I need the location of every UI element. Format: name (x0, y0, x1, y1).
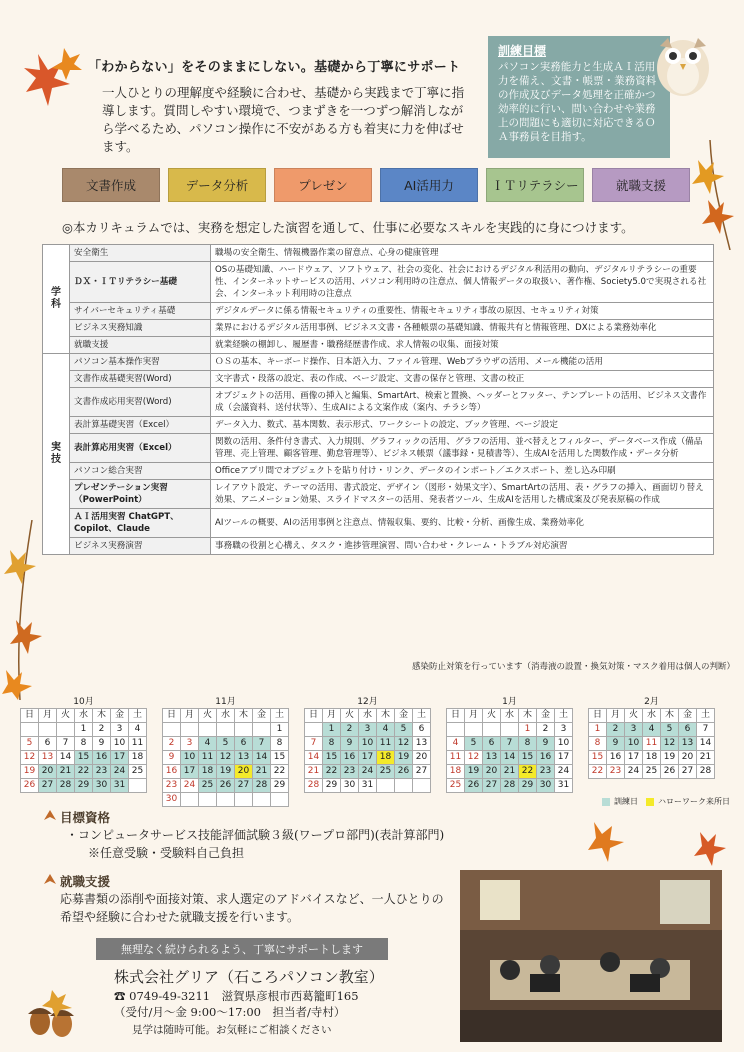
curriculum-group-label: 実技 (43, 354, 70, 555)
weekday-header: 土 (555, 709, 573, 723)
calendar-day: 23 (93, 765, 111, 779)
calendar-day: 21 (253, 765, 271, 779)
training-goal-text: パソコン実務能力と生成ＡＩ活用力を備え、文書・帳票・業務資料の作成及びデータ処理を正確かつ効率的に行い、問い合わせや業務上の問題にも適切に対応できるＯＡ事務員を目指す。 (498, 61, 657, 143)
calendar-day: 1 (519, 723, 537, 737)
calendar-day: 8 (75, 737, 93, 751)
month-calendar (446, 696, 573, 793)
calendar-day: 12 (217, 751, 235, 765)
calendar-day: 18 (377, 751, 395, 765)
calendar-day: 8 (271, 737, 289, 751)
curriculum-row (43, 388, 714, 417)
calendar-day: 8 (323, 737, 341, 751)
calendar-day: 19 (21, 765, 39, 779)
training-goal-box (488, 36, 670, 158)
calendar-day: 23 (341, 765, 359, 779)
weekday-header: 火 (57, 709, 75, 723)
calendar-day: 4 (129, 723, 147, 737)
calendar-day: 24 (555, 765, 573, 779)
calendar-day: 22 (75, 765, 93, 779)
month-label: 12月 (357, 697, 378, 707)
calendar-day: 13 (39, 751, 57, 765)
calendar-day: 25 (447, 779, 465, 793)
calendar-day: 23 (163, 779, 181, 793)
calendar-day: 30 (93, 779, 111, 793)
calendar-day (129, 779, 147, 793)
calendar-day: 30 (537, 779, 555, 793)
curriculum-row (43, 245, 714, 262)
calendar-day (57, 723, 75, 737)
calendar-day: 15 (519, 751, 537, 765)
curriculum-subject: ビジネス実務知識 (70, 320, 211, 337)
calendar-day: 11 (447, 751, 465, 765)
calendar-day: 27 (483, 779, 501, 793)
calendar-day: 13 (413, 737, 431, 751)
weekday-header: 木 (661, 709, 679, 723)
month-calendar (20, 696, 147, 793)
calendar-day: 14 (305, 751, 323, 765)
calendar-day: 16 (163, 765, 181, 779)
calendar-day: 19 (465, 765, 483, 779)
calendar-day (217, 723, 235, 737)
calendar-day: 15 (589, 751, 607, 765)
weekday-header: 水 (643, 709, 661, 723)
qualification-line-1: ・コンピュータサービス技能評価試験３級(ワープロ部門)(表計算部門) (66, 828, 445, 842)
curriculum-subject: 安全衛生 (70, 245, 211, 262)
calendar-day: 16 (93, 751, 111, 765)
calendar-day: 9 (607, 737, 625, 751)
curriculum-subject: 表計算応用実習（Excel） (70, 434, 211, 463)
curriculum-content: AIツールの概要、AIの活用事例と注意点、情報収集、要約、比較・分析、画像生成、業務効率化 (211, 509, 714, 538)
curriculum-row (43, 480, 714, 509)
curriculum-subject: サイバーセキュリティ基礎 (70, 303, 211, 320)
calendar-day (395, 779, 413, 793)
calendar-day: 6 (39, 737, 57, 751)
job-support-body: 応募書類の添削や面接対策、求人選定のアドバイスなど、一人ひとりの希望や経験に合わせた就職支援を行います。 (60, 892, 444, 924)
weekday-header: 木 (235, 709, 253, 723)
calendar-day (483, 723, 501, 737)
calendar-day: 25 (377, 765, 395, 779)
curriculum-content: レイアウト設定、テーマの活用、書式設定、デザイン（図形・効果文字）、SmartArtの活用、表・グラフの挿入、画面切り替え効果、アニメーション効果、スライドマスターの活用、発表者ツール、生成AIを活用した構成案及び発表原稿の作成 (211, 480, 714, 509)
calendar-day: 4 (643, 723, 661, 737)
calendar-day (501, 723, 519, 737)
calendar-day: 2 (607, 723, 625, 737)
weekday-header: 月 (39, 709, 57, 723)
curriculum-row (43, 509, 714, 538)
calendar-day: 20 (413, 751, 431, 765)
weekday-header: 日 (589, 709, 607, 723)
calendar-day: 5 (465, 737, 483, 751)
calendar-day: 12 (395, 737, 413, 751)
calendar-day: 1 (271, 723, 289, 737)
calendar-day: 21 (305, 765, 323, 779)
calendar-day: 7 (501, 737, 519, 751)
training-goal-heading: 訓練目標 (498, 44, 547, 58)
weekday-header: 土 (697, 709, 715, 723)
calendar-day (253, 723, 271, 737)
calendar-legend (602, 796, 730, 807)
calendar-day (235, 793, 253, 807)
calendar-day: 27 (413, 765, 431, 779)
weekday-header: 火 (341, 709, 359, 723)
calendar-day (199, 723, 217, 737)
calendar-day: 6 (483, 737, 501, 751)
calendar-day: 24 (111, 765, 129, 779)
weekday-header: 月 (607, 709, 625, 723)
acorns-icon (22, 986, 82, 1042)
calendar-day (447, 723, 465, 737)
curriculum-content: デジタルデータに係る情報セキュリティの重要性、情報セキュリティ事故の原因、セキュリティ対策 (211, 303, 714, 320)
calendar-day: 19 (217, 765, 235, 779)
calendar-day: 9 (341, 737, 359, 751)
calendar-day (39, 723, 57, 737)
company-phone-address: ☎ 0749-49-3211 滋賀県彦根市西葛籠町165 (114, 989, 359, 1003)
calendar-day: 30 (341, 779, 359, 793)
calendar-day: 31 (111, 779, 129, 793)
weekday-header: 金 (111, 709, 129, 723)
curriculum-group-label: 学科 (43, 245, 70, 354)
visit-info: 見学は随時可能。お気軽にご相談ください (132, 1024, 332, 1036)
calendar-day: 31 (359, 779, 377, 793)
weekday-header: 日 (163, 709, 181, 723)
curriculum-row (43, 303, 714, 320)
calendar-day: 17 (111, 751, 129, 765)
calendar-day: 18 (129, 751, 147, 765)
calendar-day: 6 (679, 723, 697, 737)
calendar-day: 6 (235, 737, 253, 751)
calendar-day: 5 (661, 723, 679, 737)
calendar-day: 11 (377, 737, 395, 751)
curriculum-content: 関数の活用、条件付き書式、入力規則、グラフィックの活用、グラフの活用、並べ替えとフィルター、データベース作成（備品管理、売上管理、顧客管理、勤怠管理等）、ビジネス帳票（議事録・見積書等）、生成AIを活用した関数作成・データ分析 (211, 434, 714, 463)
calendar-day: 3 (359, 723, 377, 737)
calendar-day: 18 (199, 765, 217, 779)
weekday-header: 金 (537, 709, 555, 723)
calendar-day: 15 (323, 751, 341, 765)
month-label: 10月 (73, 697, 94, 707)
calendar-day: 10 (555, 737, 573, 751)
calendar-day: 28 (305, 779, 323, 793)
skill-tile: データ分析 (168, 168, 266, 202)
curriculum-content: 文字書式・段落の設定、表の作成、ページ設定、文書の保存と管理、文書の校正 (211, 371, 714, 388)
calendar-day: 11 (643, 737, 661, 751)
calendar-day: 26 (465, 779, 483, 793)
calendar-day: 22 (271, 765, 289, 779)
calendar-day: 7 (305, 737, 323, 751)
calendar-day: 29 (519, 779, 537, 793)
calendar-day: 14 (57, 751, 75, 765)
support-banner: 無理なく続けられるよう、丁寧にサポートします (96, 938, 388, 960)
qualification-heading: 目標資格 (60, 810, 111, 825)
calendar-day: 28 (253, 779, 271, 793)
weekday-header: 金 (679, 709, 697, 723)
calendar-day: 28 (697, 765, 715, 779)
calendar-day: 9 (93, 737, 111, 751)
leaf-bullet-icon (42, 808, 58, 822)
calendar-day: 11 (129, 737, 147, 751)
calendar-day: 29 (75, 779, 93, 793)
calendar-day: 4 (447, 737, 465, 751)
curriculum-subject: プレゼンテーション実習（PowerPoint） (70, 480, 211, 509)
company-name: 株式会社グリア（石ころパソコン教室） (114, 968, 384, 986)
curriculum-subject: 文書作成基礎実習(Word) (70, 371, 211, 388)
calendar-day: 20 (679, 751, 697, 765)
month-calendar (304, 696, 431, 793)
calendar-day (235, 723, 253, 737)
curriculum-subject: 就職支援 (70, 337, 211, 354)
weekday-header: 月 (465, 709, 483, 723)
calendar-day: 12 (661, 737, 679, 751)
intro-body: 一人ひとりの理解度や経験に合わせ、基礎から実践まで丁寧に指導します。質問しやすい環境で、つまずきを一つずつ解消しながら学べるため、パソコン操作に不安がある方も着実に力を伸ばせます。 (102, 85, 465, 154)
job-support-heading: 就職支援 (60, 874, 111, 889)
calendar-day: 27 (235, 779, 253, 793)
weekday-header: 水 (359, 709, 377, 723)
calendar-day: 25 (129, 765, 147, 779)
calendar-day: 16 (341, 751, 359, 765)
calendar-day: 22 (323, 765, 341, 779)
curriculum-table (42, 244, 714, 555)
calendar-day: 2 (163, 737, 181, 751)
calendar-day: 26 (21, 779, 39, 793)
calendar-day: 30 (163, 793, 181, 807)
calendar-day (181, 723, 199, 737)
curriculum-row (43, 354, 714, 371)
calendar-day: 21 (697, 751, 715, 765)
calendar-day: 24 (359, 765, 377, 779)
curriculum-content: 業界におけるデジタル活用事例、ビジネス文書・各種帳票の基礎知識、情報共有と情報管理、DXによる業務効率化 (211, 320, 714, 337)
calendar-day: 13 (483, 751, 501, 765)
calendar-day: 1 (589, 723, 607, 737)
curriculum-content: OSの基礎知識、ハードウェア、ソフトウェア、社会の変化、社会におけるデジタル利活用の動向、デジタルリテラシーの重要性、インターネットサービスの活用、パソコン利用時の注意点、個人情報データの取扱い、著作権、Society5.0で実現される社会、インターネット利用時の注意点 (211, 262, 714, 303)
calendar-day: 20 (39, 765, 57, 779)
calendar-day: 9 (163, 751, 181, 765)
calendar-day: 17 (359, 751, 377, 765)
weekday-header: 水 (501, 709, 519, 723)
calendar-day: 8 (519, 737, 537, 751)
curriculum-row (43, 463, 714, 480)
calendar-day: 10 (181, 751, 199, 765)
calendar-day: 18 (643, 751, 661, 765)
calendar-day (21, 723, 39, 737)
curriculum-row (43, 538, 714, 555)
calendar-day (217, 793, 235, 807)
calendar-day: 20 (483, 765, 501, 779)
calendar-day: 14 (697, 737, 715, 751)
calendar-day: 14 (501, 751, 519, 765)
calendar-day: 11 (199, 751, 217, 765)
calendar-day: 8 (589, 737, 607, 751)
curriculum-subject: ＤＸ・ＩＴリテラシー基礎 (70, 262, 211, 303)
curriculum-row (43, 371, 714, 388)
legend-hellowork-label: ハローワーク来所日 (658, 797, 730, 806)
curriculum-row (43, 434, 714, 463)
weekday-header: 月 (323, 709, 341, 723)
month-calendar (588, 696, 715, 779)
weekday-header: 火 (199, 709, 217, 723)
calendar-day: 14 (253, 751, 271, 765)
curriculum-subject: ＡＩ活用実習 ChatGPT、Copilot、Claude (70, 509, 211, 538)
weekday-header: 日 (21, 709, 39, 723)
calendar-day: 6 (413, 723, 431, 737)
calendar-day: 12 (21, 751, 39, 765)
calendar-day: 28 (57, 779, 75, 793)
calendar-day: 17 (555, 751, 573, 765)
curriculum-intro: ◎本カリキュラムでは、実務を想定した演習を通して、仕事に必要なスキルを実践的に身につけます。 (62, 220, 634, 235)
calendar-day: 3 (625, 723, 643, 737)
calendar-day: 2 (341, 723, 359, 737)
calendar-day (253, 793, 271, 807)
calendar-day: 1 (75, 723, 93, 737)
calendar-day: 9 (537, 737, 555, 751)
autumn-leaves-top-left-icon (18, 44, 88, 114)
month-label: 11月 (215, 697, 236, 707)
calendar-day: 15 (271, 751, 289, 765)
calendar-day: 4 (377, 723, 395, 737)
calendar-day (305, 723, 323, 737)
calendar-day: 5 (21, 737, 39, 751)
calendar-day: 29 (323, 779, 341, 793)
calendar-day: 27 (39, 779, 57, 793)
month-label: 2月 (644, 697, 659, 707)
calendar-day: 24 (181, 779, 199, 793)
calendar-day: 23 (607, 765, 625, 779)
calendar-day (377, 779, 395, 793)
skill-tile: 文書作成 (62, 168, 160, 202)
curriculum-content: 事務職の役割と心構え、タスク・進捗管理演習、問い合わせ・クレーム・トラブル対応演習 (211, 538, 714, 555)
calendar-day: 16 (537, 751, 555, 765)
calendar-day: 4 (199, 737, 217, 751)
calendar-day: 3 (555, 723, 573, 737)
weekday-header: 日 (447, 709, 465, 723)
calendar-day: 26 (395, 765, 413, 779)
calendar-day: 25 (643, 765, 661, 779)
calendar-day (181, 793, 199, 807)
month-calendar (162, 696, 289, 807)
weekday-header: 土 (271, 709, 289, 723)
month-label: 1月 (502, 697, 517, 707)
calendar-day: 29 (271, 779, 289, 793)
calendar-day: 26 (217, 779, 235, 793)
legend-training-swatch (602, 798, 610, 806)
calendar-day: 15 (75, 751, 93, 765)
calendar-day: 18 (447, 765, 465, 779)
calendar-day (465, 723, 483, 737)
weekday-header: 水 (217, 709, 235, 723)
calendar-day: 7 (697, 723, 715, 737)
weekday-header: 土 (413, 709, 431, 723)
calendar-day: 22 (589, 765, 607, 779)
leaf-bullet-icon (42, 872, 58, 886)
legend-hellowork-swatch (646, 798, 654, 806)
calendar-day: 23 (537, 765, 555, 779)
calendar-day: 5 (217, 737, 235, 751)
calendar-day: 5 (395, 723, 413, 737)
weekday-header: 月 (181, 709, 199, 723)
curriculum-content: 職場の安全衛生、情報機器作業の留意点、心身の健康管理 (211, 245, 714, 262)
calendar-day: 2 (93, 723, 111, 737)
curriculum-content: Officeアプリ間でオブジェクトを貼り付け・リンク、データのインポート／エクスポート、差し込み印刷 (211, 463, 714, 480)
calendar-day: 25 (199, 779, 217, 793)
weekday-header: 木 (519, 709, 537, 723)
curriculum-subject: パソコン基本操作実習 (70, 354, 211, 371)
skill-tile: プレゼン (274, 168, 372, 202)
legend-training-label: 訓練日 (614, 797, 638, 806)
skill-tile: AI活用力 (380, 168, 478, 202)
calendar-day: 10 (625, 737, 643, 751)
weekday-header: 木 (377, 709, 395, 723)
calendar-day: 3 (181, 737, 199, 751)
calendar-day: 17 (625, 751, 643, 765)
curriculum-content: ＯＳの基本、キーボード操作、日本語入力、ファイル管理、Webブラウザの活用、メール機能の活用 (211, 354, 714, 371)
calendar-day: 20 (235, 765, 253, 779)
curriculum-subject: ビジネス実務演習 (70, 538, 211, 555)
weekday-header: 水 (75, 709, 93, 723)
curriculum-row (43, 337, 714, 354)
calendar-day: 16 (607, 751, 625, 765)
calendar-day: 22 (519, 765, 537, 779)
calendar-day: 21 (501, 765, 519, 779)
skill-tile: ＩＴリテラシー (486, 168, 584, 202)
calendar-day: 17 (181, 765, 199, 779)
curriculum-content: 就業経験の棚卸し、履歴書・職務経歴書作成、求人情報の収集、面接対策 (211, 337, 714, 354)
curriculum-subject: 文書作成応用実習(Word) (70, 388, 211, 417)
calendar-day: 19 (661, 751, 679, 765)
calendar-day: 7 (253, 737, 271, 751)
curriculum-row (43, 262, 714, 303)
curriculum-content: データ入力、数式、基本関数、表示形式、ワークシートの設定、ブック管理、ページ設定 (211, 417, 714, 434)
weekday-header: 木 (93, 709, 111, 723)
weekday-header: 金 (395, 709, 413, 723)
calendar-day: 1 (323, 723, 341, 737)
calendar-day: 2 (537, 723, 555, 737)
calendar-day: 7 (57, 737, 75, 751)
classroom-photo (460, 870, 722, 1042)
calendar-day (413, 779, 431, 793)
curriculum-subject: パソコン総合実習 (70, 463, 211, 480)
calendar-day (199, 793, 217, 807)
company-hours: （受付/月～金 9:00～17:00 担当者/寺村） (114, 1005, 346, 1019)
weekday-header: 金 (253, 709, 271, 723)
calendar-day: 24 (625, 765, 643, 779)
calendar-day: 12 (465, 751, 483, 765)
calendar-day: 27 (679, 765, 697, 779)
weekday-header: 日 (305, 709, 323, 723)
calendar-day: 19 (395, 751, 413, 765)
calendar-day: 3 (111, 723, 129, 737)
calendar-day: 28 (501, 779, 519, 793)
calendar-day (163, 723, 181, 737)
curriculum-subject: 表計算基礎実習（Excel） (70, 417, 211, 434)
curriculum-row (43, 417, 714, 434)
weekday-header: 土 (129, 709, 147, 723)
calendar-day: 10 (111, 737, 129, 751)
calendar-day (271, 793, 289, 807)
calendar-day: 13 (679, 737, 697, 751)
intro-title: 「わからない」をそのままにしない。基礎から丁寧にサポート (88, 60, 461, 75)
curriculum-row (43, 320, 714, 337)
notice-text: 感染防止対策を行っています（消毒液の設置・換気対策・マスク着用は個人の判断） (412, 662, 736, 672)
weekday-header: 火 (483, 709, 501, 723)
curriculum-content: オブジェクトの活用、画像の挿入と編集、SmartArt、検索と置換、ヘッダーとフッター、テンプレートの活用、ビジネス文書作成（会議資料、送付状等）、生成AIによる文案作成（案内、チラシ等） (211, 388, 714, 417)
calendar-day: 10 (359, 737, 377, 751)
weekday-header: 火 (625, 709, 643, 723)
qualification-line-2: ※任意受験・受験料自己負担 (88, 846, 245, 860)
skill-tile: 就職支援 (592, 168, 690, 202)
owl-icon (650, 26, 716, 98)
calendar-day: 31 (555, 779, 573, 793)
calendar-day: 26 (661, 765, 679, 779)
calendar-day: 13 (235, 751, 253, 765)
calendar-day: 21 (57, 765, 75, 779)
